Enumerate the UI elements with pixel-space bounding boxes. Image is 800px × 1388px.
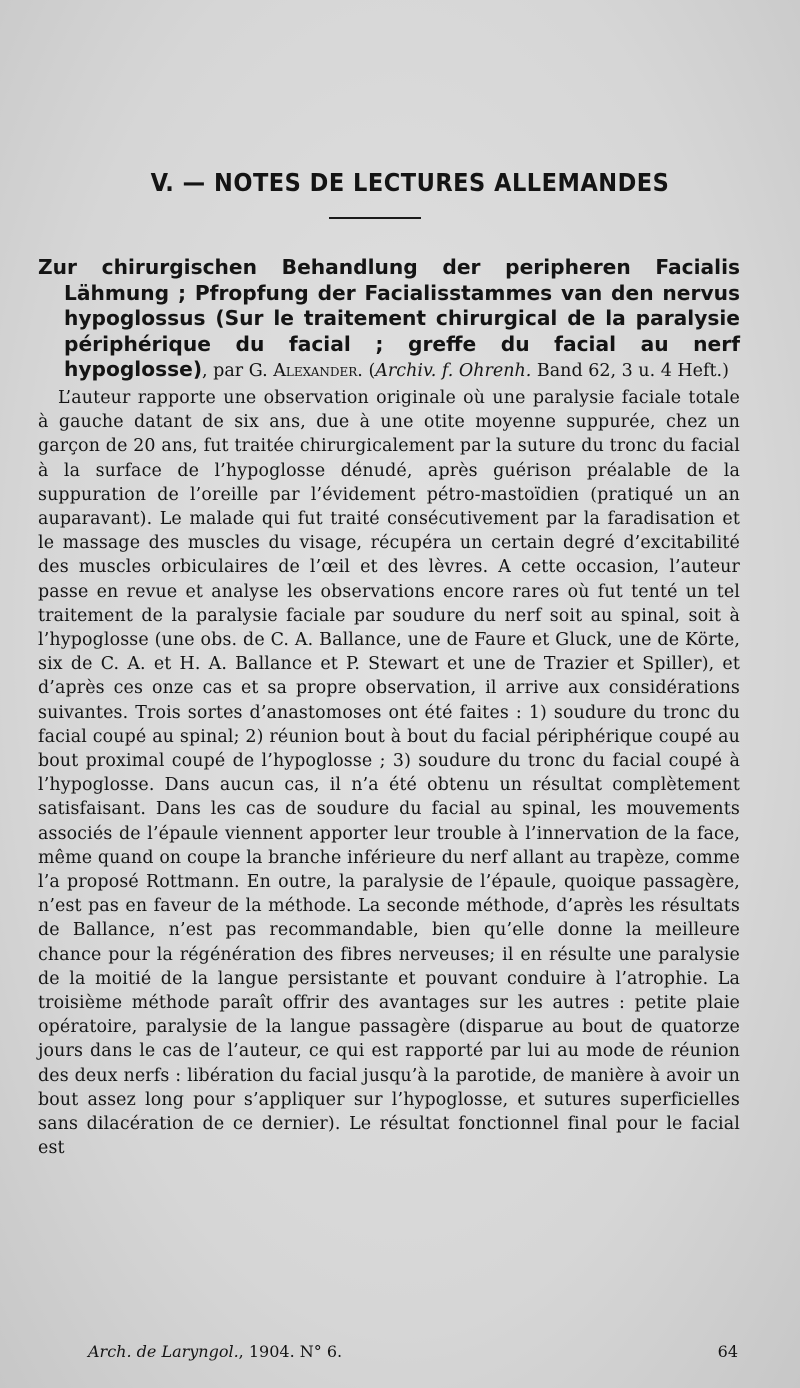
page-footer bbox=[88, 1342, 738, 1361]
section-title: V. — NOTES DE LECTURES ALLEMANDES bbox=[150, 168, 670, 197]
article-body: L’auteur rapporte une observation originale où une paralysie faciale totale à gauche datant de six ans, due à une otite moyenne suppurée, chez un garçon de 20 ans, fut traitée chirurgicalement par la suture du tronc du facial à la surface de l’hypoglosse dénudé, après guérison préalable de la suppuration de l’oreille par l’évidement pétro-mastoïdien (pratiqué un an auparavant). Le malade qui fut traité consécutivement par la faradisation et le massage des muscles du visage, récupéra un certain degré d’excitabilité des muscles orbiculaires de l’œil et des lèvres. A cette occasion, l’auteur passe en revue et analyse les observations encore rares où fut tenté un tel traitement de la paralysie faciale par soudure du nerf soit au spinal, soit à l’hypoglosse (une obs. de C. A. Ballance, une de Faure et Gluck, une de Körte, six de C. A. et H. A. Ballance et P. Stewart et une de Trazier et Spiller), et d’après ces onze cas et sa propre observation, il arrive aux considérations suivantes. Trois sortes d’anastomoses ont été faites : 1) soudure du tronc du facial coupé au spinal; 2) réunion bout à bout du facial périphérique coupé au bout proximal coupé de l’hypoglosse ; 3) soudure du tronc du facial coupé à l’hypoglosse. Dans aucun cas, il n’a été obtenu un résultat complètement satisfaisant. Dans les cas de soudure du facial au spinal, les mouvements associés de l’épaule viennent apporter leur trouble à l’innervation de la face, même quand on coupe la branche inférieure du nerf allant au trapèze, comme l’a proposé Rottmann. En outre, la paralysie de l’épaule, quoique passagère, n’est pas en faveur de la méthode. La seconde méthode, d’après les résultats de Ballance, n’est pas recommandable, bien qu’elle donne la meilleure chance pour la régénération des fibres nerveuses; il en résulte une paralysie de la moitié de la langue persistante et pouvant conduire à l’atrophie. La troisième méthode paraît offrir des avantages sur les autres : petite plaie opératoire, paralysie de la langue passagère (disparue au bout de quatorze jours dans le cas de l’auteur, ce qui est rapporté par lui au mode de réunion des deux nerfs : libération du facial jusqu’à la parotide, de manière à avoir un bout assez long pour s’appliquer sur l’hypoglosse, et sutures superficielles sans dilacération de ce dernier). Le résultat fonctionnel final pour le facial est bbox=[38, 387, 740, 1159]
footer-issue: , 1904. N° 6. bbox=[238, 1342, 343, 1361]
source-journal: Archiv. f. Ohrenh. bbox=[375, 361, 532, 382]
byline-par: , par bbox=[202, 361, 244, 382]
article bbox=[38, 255, 740, 1160]
source-open: ( bbox=[368, 361, 376, 382]
article-author: G. Alexander. bbox=[248, 361, 363, 382]
source-details: Band 62, 3 u. 4 Heft.) bbox=[536, 361, 729, 382]
footer-citation bbox=[88, 1342, 342, 1361]
article-heading bbox=[38, 255, 740, 385]
article-title-german: Zur chirurgischen Behandlung der peripheren Facialis Lähmung ; Pfropfung der Facialisstammes van den nervus hypoglossus bbox=[38, 255, 740, 331]
article-byline bbox=[202, 361, 729, 381]
article-title-french: (Sur le traitement chirurgical de la paralysie périphérique du facial ; greffe du facial au nerf hypoglosse) bbox=[64, 306, 741, 382]
title-rule bbox=[329, 217, 421, 219]
footer-journal: Arch. de Laryngol. bbox=[88, 1342, 239, 1361]
page-number: 64 bbox=[717, 1342, 738, 1361]
